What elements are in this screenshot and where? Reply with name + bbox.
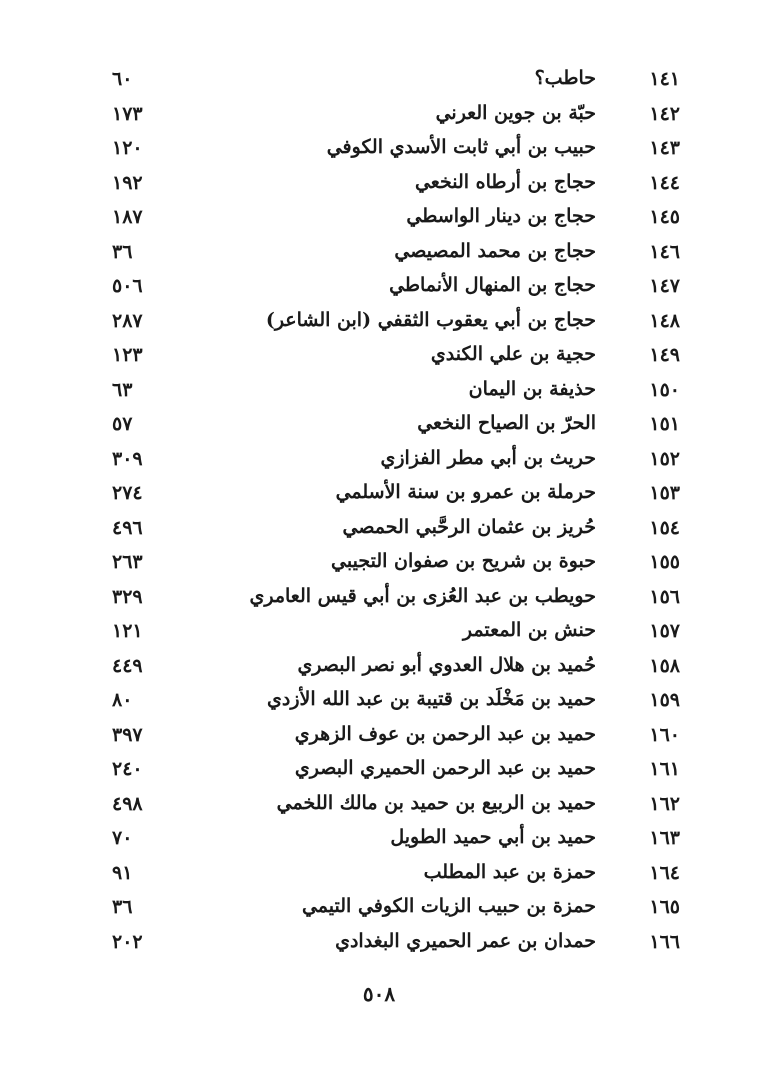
index-entry [0, 271, 758, 306]
entry-page-ref: ٦٠ [112, 68, 133, 90]
entry-number: ١٤٣ [649, 137, 680, 159]
entry-number: ١٥٦ [649, 585, 680, 608]
entry-number: ١٥٧ [649, 620, 680, 642]
entry-number: ١٥٠ [649, 378, 680, 401]
entry-name: حمدان بن عمر الحميري البغدادي [335, 929, 596, 952]
entry-page-ref: ٣٩٧ [112, 723, 143, 746]
entry-name: حميد بن عبد الرحمن الحميري البصري [294, 757, 596, 779]
entry-name: حمزة بن حبيب الزيات الكوفي التيمي [301, 895, 596, 917]
index-entry [0, 547, 758, 582]
entry-page-ref: ٣٦ [112, 240, 133, 263]
entry-page-ref: ٦٣ [112, 378, 133, 401]
index-entry [0, 754, 758, 789]
index-entry [0, 651, 758, 686]
entry-number: ١٤٢ [649, 102, 680, 125]
index-list [0, 64, 758, 961]
entry-name: حجاج بن دينار الواسطي [406, 205, 596, 227]
entry-page-ref: ٤٤٩ [112, 654, 143, 677]
entry-number: ١٥٥ [649, 551, 680, 573]
index-entry [0, 582, 758, 617]
entry-name: حويطب بن عبد العُزى بن أبي قيس العامري [249, 584, 596, 607]
entry-page-ref: ١٩٢ [112, 171, 143, 194]
index-entry [0, 685, 758, 720]
entry-page-ref: ٨٠ [112, 689, 133, 711]
entry-page-ref: ١٢٣ [112, 344, 143, 366]
entry-name: حبيب بن أبي ثابت الأسدي الكوفي [326, 136, 596, 158]
entry-name: حاطب؟ [534, 67, 596, 89]
entry-number: ١٤٤ [649, 171, 680, 194]
entry-name: حبّة بن جوين العرني [435, 101, 596, 124]
entry-page-ref: ١٢١ [112, 620, 143, 642]
index-entry [0, 478, 758, 513]
entry-name: حميد بن مَخْلَد بن قتيبة بن عبد الله الأزدي [267, 688, 596, 710]
index-entry [0, 202, 758, 237]
entry-name: حرملة بن عمرو بن سنة الأسلمي [335, 481, 596, 503]
entry-name: حُريز بن عثمان الرحَّبي الحمصي [342, 515, 596, 538]
entry-name: حميد بن أبي حميد الطويل [390, 826, 596, 848]
entry-number: ١٥٩ [649, 689, 680, 711]
entry-number: ١٤٥ [649, 206, 680, 228]
entry-page-ref: ٣٦ [112, 896, 133, 918]
entry-page-ref: ١٧٣ [112, 102, 143, 125]
page-number: ٥٠٨ [362, 982, 396, 1006]
entry-page-ref: ٢٤٠ [112, 758, 143, 780]
index-entry [0, 927, 758, 962]
entry-number: ١٦٤ [649, 861, 680, 884]
entry-page-ref: ٢٠٢ [112, 930, 143, 953]
entry-page-ref: ٢٨٧ [112, 309, 143, 332]
entry-page-ref: ٥٧ [112, 413, 133, 435]
entry-name: حنش بن المعتمر [462, 619, 596, 641]
entry-page-ref: ٣٠٩ [112, 447, 143, 470]
index-entry [0, 99, 758, 134]
entry-name: حبوة بن شريح بن صفوان التجيبي [331, 550, 596, 572]
entry-name: حميد بن الربيع بن حميد بن مالك اللخمي [276, 791, 596, 814]
entry-name: حجاج بن المنهال الأنماطي [389, 274, 596, 296]
index-entry [0, 858, 758, 893]
entry-name: حميد بن عبد الرحمن بن عوف الزهري [294, 722, 596, 745]
index-entry [0, 513, 758, 548]
entry-name: حُميد بن هلال العدوي أبو نصر البصري [297, 653, 596, 676]
entry-number: ١٦٦ [649, 930, 680, 953]
entry-name: حجاج بن أرطاه النخعي [414, 170, 596, 193]
entry-page-ref: ٤٩٨ [112, 792, 143, 815]
index-entry [0, 409, 758, 444]
entry-number: ١٦٣ [649, 827, 680, 849]
entry-page-ref: ١٢٠ [112, 137, 143, 159]
entry-page-ref: ٧٠ [112, 827, 133, 849]
index-entry [0, 168, 758, 203]
entry-name: حذيفة بن اليمان [468, 377, 596, 400]
entry-number: ١٥٣ [649, 482, 680, 504]
entry-number: ١٥١ [649, 413, 680, 435]
index-entry [0, 789, 758, 824]
entry-number: ١٥٢ [649, 447, 680, 470]
entry-page-ref: ١٨٧ [112, 206, 143, 228]
index-entry [0, 340, 758, 375]
index-entry [0, 64, 758, 99]
entry-page-ref: ٢٦٣ [112, 551, 143, 573]
entry-number: ١٤٩ [649, 344, 680, 366]
entry-number: ١٤٧ [649, 275, 680, 297]
entry-page-ref: ٩١ [112, 861, 133, 884]
entry-page-ref: ٥٠٦ [112, 275, 143, 297]
entry-name: حريث بن أبي مطر الفزازي [380, 446, 596, 469]
entry-number: ١٦٠ [649, 723, 680, 746]
entry-number: ١٤٦ [649, 240, 680, 263]
index-entry [0, 892, 758, 927]
entry-number: ١٦٥ [649, 896, 680, 918]
entry-name: حجاج بن أبي يعقوب الثقفي (ابن الشاعر) [265, 308, 596, 331]
entry-name: حجاج بن محمد المصيصي [394, 239, 596, 262]
entry-number: ١٤٨ [649, 309, 680, 332]
entry-page-ref: ٤٩٦ [112, 516, 143, 539]
entry-name: الحرّ بن الصياح النخعي [417, 412, 596, 434]
index-entry [0, 306, 758, 341]
index-entry [0, 375, 758, 410]
index-entry [0, 720, 758, 755]
index-entry [0, 823, 758, 858]
index-entry [0, 237, 758, 272]
entry-number: ١٥٨ [649, 654, 680, 677]
index-entry [0, 133, 758, 168]
entry-name: حجية بن علي الكندي [430, 343, 596, 365]
entry-number: ١٤١ [649, 68, 680, 90]
entry-name: حمزة بن عبد المطلب [423, 860, 596, 883]
entry-number: ١٦١ [649, 758, 680, 780]
entry-number: ١٥٤ [649, 516, 680, 539]
index-entry [0, 616, 758, 651]
entry-page-ref: ٢٧٤ [112, 482, 143, 504]
index-entry [0, 444, 758, 479]
entry-number: ١٦٢ [649, 792, 680, 815]
entry-page-ref: ٣٢٩ [112, 585, 143, 608]
